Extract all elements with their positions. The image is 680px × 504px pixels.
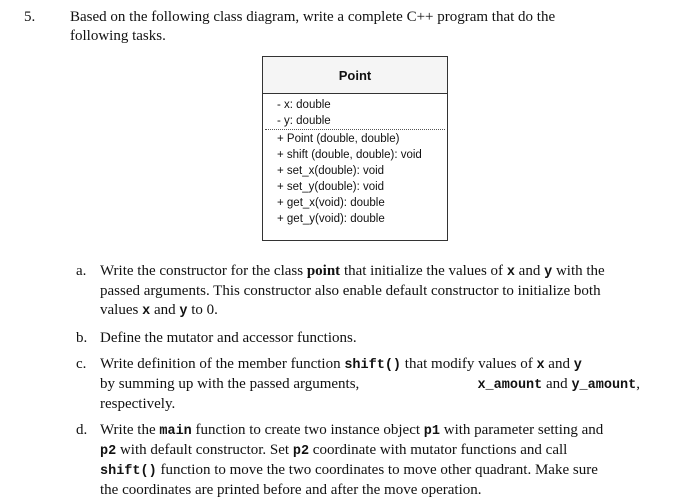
uml-method: + shift (double, double): void	[277, 149, 422, 161]
task-a-text: Write the constructor for the class point that initialize the values of x and y with the passed arguments. This constructor also enable default constructor to initialize both values x and y to 0.	[100, 263, 605, 319]
task-c-text: Write definition of the member function shift() that modify values of x and y by summing up with the passed arguments, x_amount and y_amount, respectively.	[100, 356, 640, 412]
task-b-text: Define the mutator and accessor functions.	[100, 330, 357, 346]
uml-class-name: Point	[263, 57, 447, 94]
uml-method: + get_x(void): double	[277, 197, 385, 209]
question-text	[70, 8, 640, 46]
uml-attributes	[263, 94, 447, 129]
task-b-label: b.	[76, 330, 88, 346]
uml-attribute: - x: double	[277, 99, 331, 111]
task-d-label: d.	[76, 422, 88, 438]
uml-class-diagram	[262, 56, 448, 241]
question-line-1: Based on the following class diagram, write a complete C++ program that do the	[70, 9, 556, 25]
uml-method: + get_y(void): double	[277, 213, 385, 225]
uml-method: + set_y(double): void	[277, 181, 385, 193]
task-c-label: c.	[76, 356, 87, 372]
task-a-label: a.	[76, 263, 87, 279]
uml-method: + set_x(double): void	[277, 165, 385, 177]
uml-method: + Point (double, double)	[277, 133, 400, 145]
question-line-2: following tasks.	[70, 28, 166, 44]
task-d-text: Write the main function to create two instance object p1 with parameter setting and p2 with default constructor. Set p2 coordinate with mutator functions and call shift() function to move the two coordinates to move other quadrant. Make sure the coordinates are printed before and after the move operation.	[100, 422, 604, 498]
uml-attribute: - y: double	[277, 115, 331, 127]
uml-methods	[263, 130, 447, 227]
question-number: 5.	[24, 9, 36, 25]
